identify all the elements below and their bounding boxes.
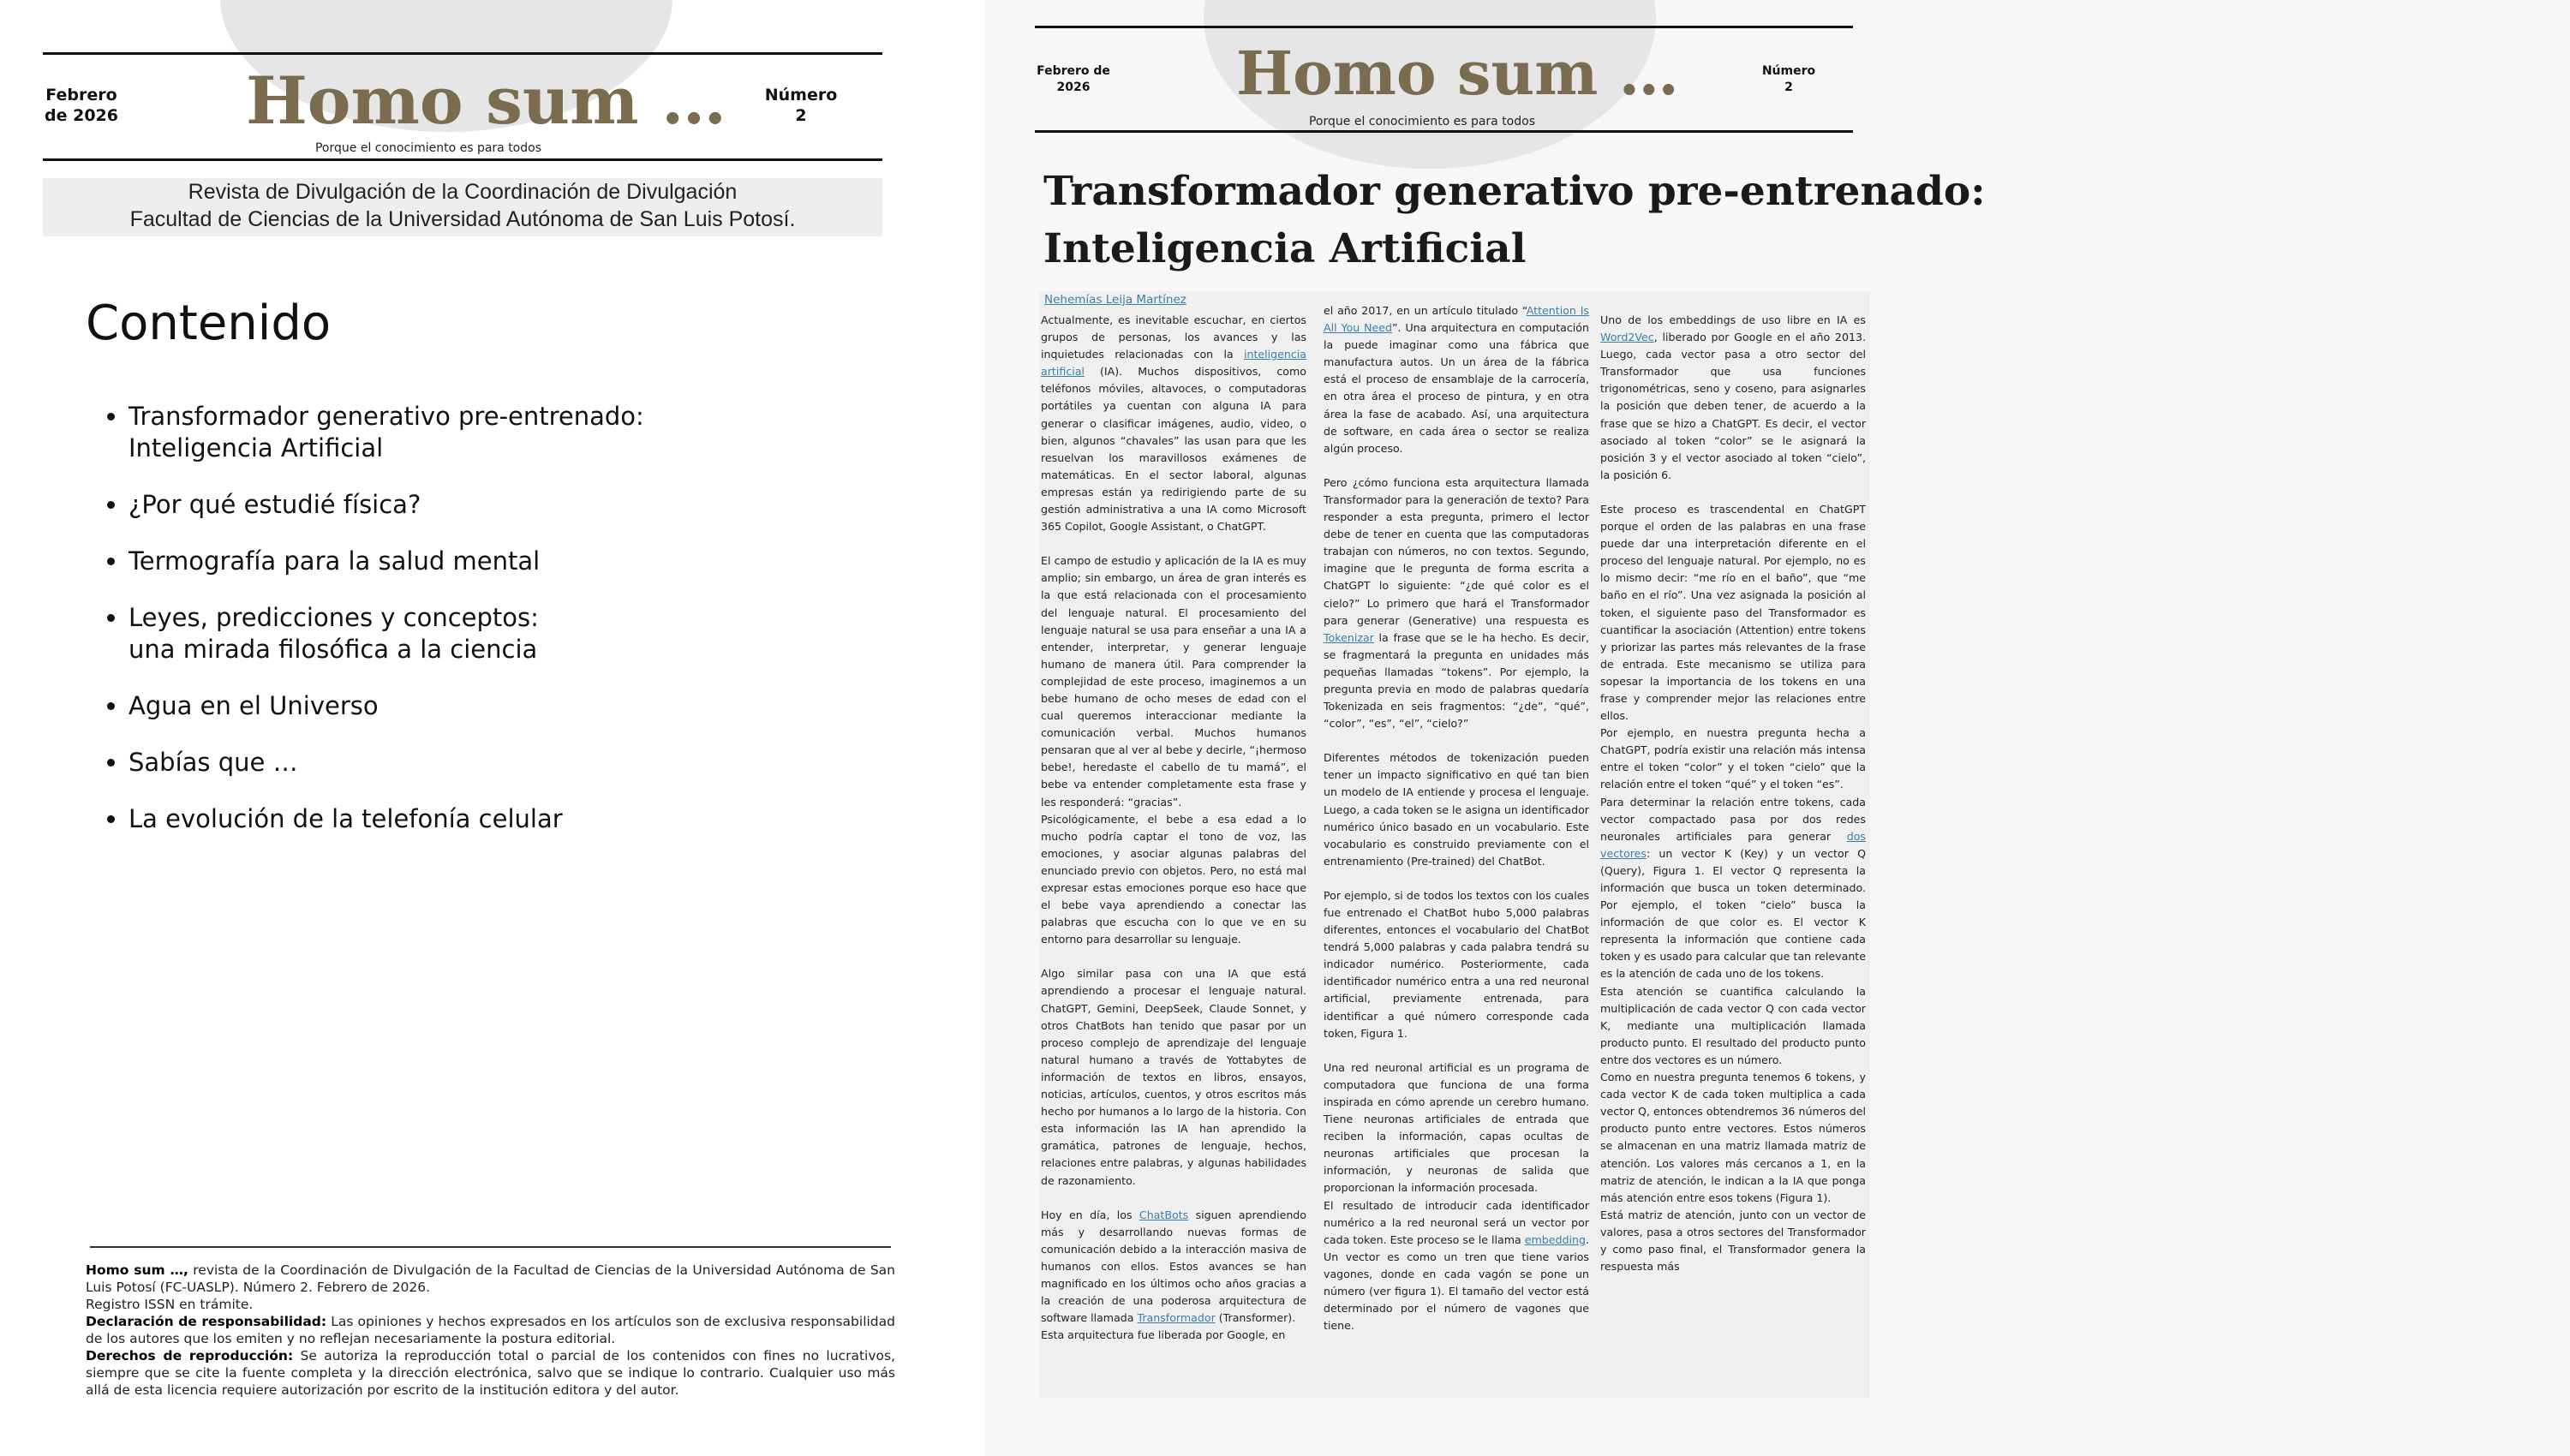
toc-item[interactable]: • Sabías que … <box>128 747 780 779</box>
word2vec-link[interactable]: Word2Vec <box>1600 331 1654 344</box>
paragraph: el año 2017, en un artículo titulado “Attention Is All You Need”. Una arquitectura en computación la puede imaginar como una fábrica que manufactura autos. Un un área de la fábrica está el proceso de ensamblaje de la carrocería, en otra área el proceso de pintura, y en otra área la fase de acabado. Así, una arquitectura de software, en cada área o sector se realiza algún proceso. <box>1324 304 1589 455</box>
credits-rule <box>90 1246 891 1248</box>
toc-item[interactable]: • ¿Por qué estudié física? <box>128 489 780 521</box>
toc-item[interactable]: • Termografía para la salud mental <box>128 546 780 577</box>
paragraph: Algo similar pasa con una IA que está aprendiendo a procesar el lenguaje natural. ChatGPT, Gemini, DeepSeek, Claude Sonnet, y otros ChatBots han tenido que pasar por un proceso complejo de aprendizaje del lenguaje natural humano a través de Yottabytes de información de textos en libros, ensayos, noticias, artículos, cuentos, y otros escritos más hecho por humanos a lo largo de la historia. Con esta información las IA han aprendido la gramática, patrones de lenguaje, hechos, relaciones entre palabras, y algunas habilidades de razonamiento. <box>1041 967 1306 1187</box>
paragraph: Esta arquitectura fue liberada por Google, en <box>1041 1328 1286 1342</box>
attention-paper-link[interactable]: Attention Is All You Need <box>1324 304 1589 335</box>
article-tagline: Porque el conocimiento es para todos <box>1308 115 1535 128</box>
author-link[interactable]: Nehemías Leija Martínez <box>1044 293 1186 307</box>
paragraph: Actualmente, es inevitable escuchar, en ciertos grupos de personas, los avances y las inquietudes relacionadas con la inteligencia artificial (IA). Muchos dispositivos, como teléfonos móviles, altavoces, o computadoras portátiles ya cuentan con alguna IA para generar o clasificar imágenes, audio, video, o bien, algunos “chavales” las usan para que les resuelvan los maravillosos exámenes de matemáticas. En el sector laboral, algunas empresas están ya redirigiendo parte de su gestión administrativa a una IA como Microsoft 365 Copilot, Google Assistant, o ChatGPT. <box>1041 313 1306 534</box>
credits-responsibility: Declaración de responsabilidad: Las opiniones y hechos expresados en los artículos son de exclusiva responsabilidad de los autores que los emiten y no reflejan necesariamente la postura editorial. <box>86 1314 895 1346</box>
credits-rights: Derechos de reproducción: Se autoriza la reproducción total o parcial de los contenidos con fines no lucrativos, siempre que se cite la fuente completa y la dirección electrónica, salvo que se indique lo contrario. Cualquier uso más allá de esta licencia requiere autorización por escrito de la institución editora y del autor. <box>86 1348 895 1398</box>
paragraph: Pero ¿cómo funciona esta arquitectura llamada Transformador para la generación de texto? Para responder a esta pregunta, primero el lector debe de tener en cuenta que las computadoras trabajan con números, no con textos. Segundo, imagine que le pregunta de forma escrita a ChatGPT lo siguiente: “¿de qué color es el cielo?” Lo primero que hará el Transformador para generar (Generative) una respuesta es Tokenizar la frase que se le ha hecho. Es decir, se fragmentará la pregunta en unidades más pequeñas llamadas “tokens”. Por ejemplo, la pregunta previa en modo de palabras quedaría Tokenizada en seis fragmentos: “¿de”, “qué”, “color”, “es”, “el”, “cielo?” <box>1324 475 1589 731</box>
chatbots-link[interactable]: ChatBots <box>1139 1208 1189 1221</box>
ai-link[interactable]: inteligencia artificial <box>1041 348 1306 379</box>
toc-item[interactable]: • La evolución de la telefonía celular <box>128 803 780 835</box>
article-column-3 <box>1600 312 1866 1275</box>
transformer-link[interactable]: Transformador <box>1137 1311 1216 1325</box>
paragraph: Uno de los embeddings de uso libre en IA es Word2Vec, liberado por Google en el año 2013. Luego, cada vector pasa a otro sector del Transformador que usa funciones trigonométricas, seno y coseno, para asignarles la posición que deben tener, de acuerdo a la frase que se hizo a ChatGPT. Es decir, el vector asociado al token “color” se le asignará la posición 3 y el vector asociado al token “cielo”, la posición 6. <box>1600 313 1866 481</box>
paragraph: Para determinar la relación entre tokens, cada vector compactado pasa por dos redes neuronales artificiales para generar dos vectores: un vector K (Key) y un vector Q (Query), Figura 1. El vector Q representa la información que busca un token determinado. Por ejemplo, el token “cielo” busca la información de que color es. El vector K representa la información que contiene cada token y es usado para calcular que tan relevante es la atención de cada uno de los tokens. <box>1600 795 1866 981</box>
issue-number: Número 2 <box>764 86 838 125</box>
article-title-line-2: Inteligencia Artificial <box>1043 225 1527 272</box>
table-of-contents <box>103 401 780 860</box>
paragraph: El campo de estudio y aplicación de la IA es muy amplio; sin embargo, un área de gran interés es la que está relacionada con el procesamiento del lenguaje natural. El procesamiento del lenguaje natural se usa para enseñar a una IA a entender, interpretar, y generar lenguaje humano de manera útil. Para comprender la complejidad de este proceso, imaginemos a un bebe humano de ocho meses de edad con el cual queremos interaccionar mediante la comunicación verbal. Muchos humanos pensaran que al ver al bebe y decirle, “¡hermoso bebe!, heredaste el cabello de tu mamá”, el bebe va entender completamente esta frase y les responderá: “gracias”. <box>1041 554 1306 809</box>
publisher-line-2: Facultad de Ciencias de la Universidad Autónoma de San Luis Potosí. <box>129 207 796 231</box>
toc-item[interactable]: • Agua en el Universo <box>128 690 780 722</box>
embedding-link[interactable]: embedding <box>1524 1232 1586 1246</box>
article-issue-number: Número 2 <box>1761 64 1816 94</box>
tagline: Porque el conocimiento es para todos <box>314 141 541 155</box>
article-column-2 <box>1324 302 1589 1334</box>
credits-magazine: Homo sum …, revista de la Coordinación de Divulgación de la Facultad de Ciencias de la Universidad Autónoma de San Luis Potosí (FC-UASLP). Número 2. Febrero de 2026. <box>86 1262 896 1295</box>
toc-item[interactable]: • Transformador generativo pre-entrenado: Inteligencia Artificial <box>128 401 780 464</box>
toc-item[interactable]: • Leyes, predicciones y conceptos: una mirada filosófica a la ciencia <box>128 602 780 665</box>
paragraph: Esta atención se cuantifica calculando la multiplicación de cada vector Q con cada vector K, mediante una multiplicación llamada producto punto. El resultado del producto punto entre dos vectores es un número. <box>1600 984 1866 1066</box>
paragraph: Una red neuronal artificial es un programa de computadora que funciona de una forma inspirada en cómo aprende un cerebro humano. Tiene neuronas artificiales de entrada que reciben la información, capas ocultas de neuronas artificiales que procesan la información, y neuronas de salida que proporcionan la información procesada. <box>1324 1060 1589 1195</box>
paragraph: Está matriz de atención, junto con un vector de valores, pasa a otros sectores del Transformador y como paso final, el Transformador genera la respuesta más <box>1600 1208 1866 1274</box>
article-title <box>1043 163 1986 277</box>
contents-heading: Contenido <box>86 295 332 351</box>
paragraph: Psicológicamente, el bebe a esa edad a lo mucho podría captar el tono de voz, las emociones, y asociar algunas palabras del enunciado previo con objetos. Pero, no está mal expresar estas emociones porque eso hace que el bebe vaya aprendiendo a conectar las palabras que escucha con lo que ve en su entorno para desarrollar su lenguaje. <box>1041 812 1306 946</box>
two-vectors-link[interactable]: dos vectores <box>1600 829 1866 860</box>
article-issue-date: Febrero de 2026 <box>1037 64 1110 94</box>
issue-date: Febrero de 2026 <box>45 86 118 125</box>
paragraph: El resultado de introducir cada identificador numérico a la red neuronal será un vector por cada token. Este proceso se le llama embedding. Un vector es como un tren que tiene varios vagones, donde en cada vagón se pone un número (ver figura 1). El tamaño del vector está determinado por el número de vagones que tiene. <box>1324 1198 1589 1333</box>
paragraph: Este proceso es trascendental en ChatGPT porque el orden de las palabras en una frase puede dar una interpretación diferente en el proceso del lenguaje natural. Por ejemplo, no es lo mismo decir: “me río en el baño”, que “me baño en el río”. Una vez asignada la posición al token, el siguiente paso del Transformador es cuantificar la asociación (Attention) entre tokens y priorizar las partes más relevantes de la frase de entrada. Este mecanismo se utiliza para sopesar la importancia de los tokens en una frase y comprender mejor las relaciones entre ellos. <box>1600 502 1866 723</box>
paragraph: Como en nuestra pregunta tenemos 6 tokens, y cada vector K de cada token multiplica a cada vector Q, entonces obtendremos 36 números del producto punto entre vectores. Estos números se almacenan en una matriz llamada matriz de atención. Los valores más cercanos a 1, en la matriz de atención, le indican a la IA que ponga más atención entre esos tokens (Figura 1). <box>1600 1071 1866 1204</box>
paragraph: Por ejemplo, si de todos los textos con los cuales fue entrenado el ChatBot hubo 5,000 palabras diferentes, entonces el vocabulario del ChatBot tendrá 5,000 palabras y cada palabra tendrá su indicador numérico. Posteriormente, cada identificador numérico entra a una red neuronal artificial, previamente entrenada, para identificar a qué número corresponde cada token, Figura 1. <box>1324 888 1589 1040</box>
credits-issn: Registro ISSN en trámite. <box>86 1297 254 1312</box>
masthead-bottom-rule-right <box>1035 130 1853 133</box>
paragraph: Hoy en día, los ChatBots siguen aprendiendo más y desarrollando nuevas formas de comunicación debido a la interacción masiva de humanos con ellos. Estos avances se han magnificado en los últimos ocho años gracias a la creación de una poderosa arquitectura de software llamada Transformador (Transformer). <box>1041 1208 1306 1325</box>
article-masthead: Homo sum … <box>1236 38 1679 109</box>
paragraph: Por ejemplo, en nuestra pregunta hecha a ChatGPT, podría existir una relación más intensa entre el token “color” y el token “cielo” que la relación entre el token “qué” y el token “es”. <box>1600 726 1866 791</box>
article-title-line-1: Transformador generativo pre-entrenado: <box>1043 168 1986 215</box>
article-column-1 <box>1041 312 1306 1344</box>
masthead-top-rule-left <box>43 52 882 55</box>
masthead-top-rule-right <box>1035 26 1853 28</box>
paragraph: Diferentes métodos de tokenización pueden tener un impacto significativo en qué tan bien un modelo de IA entiende y procesa el lenguaje. Luego, a cada token se le asigna un identificador numérico único basado en un vocabulario. Este vocabulario es construido previamente con el entrenamiento (Pre-trained) del ChatBot. <box>1324 751 1589 868</box>
publisher-line-1: Revista de Divulgación de la Coordinación de Divulgación <box>188 180 738 204</box>
credits-block <box>86 1262 895 1399</box>
tokenize-link[interactable]: Tokenizar <box>1324 630 1374 644</box>
masthead-bottom-rule-left <box>43 158 882 161</box>
magazine-masthead: Homo sum … <box>246 63 726 139</box>
publisher-band <box>43 178 882 236</box>
